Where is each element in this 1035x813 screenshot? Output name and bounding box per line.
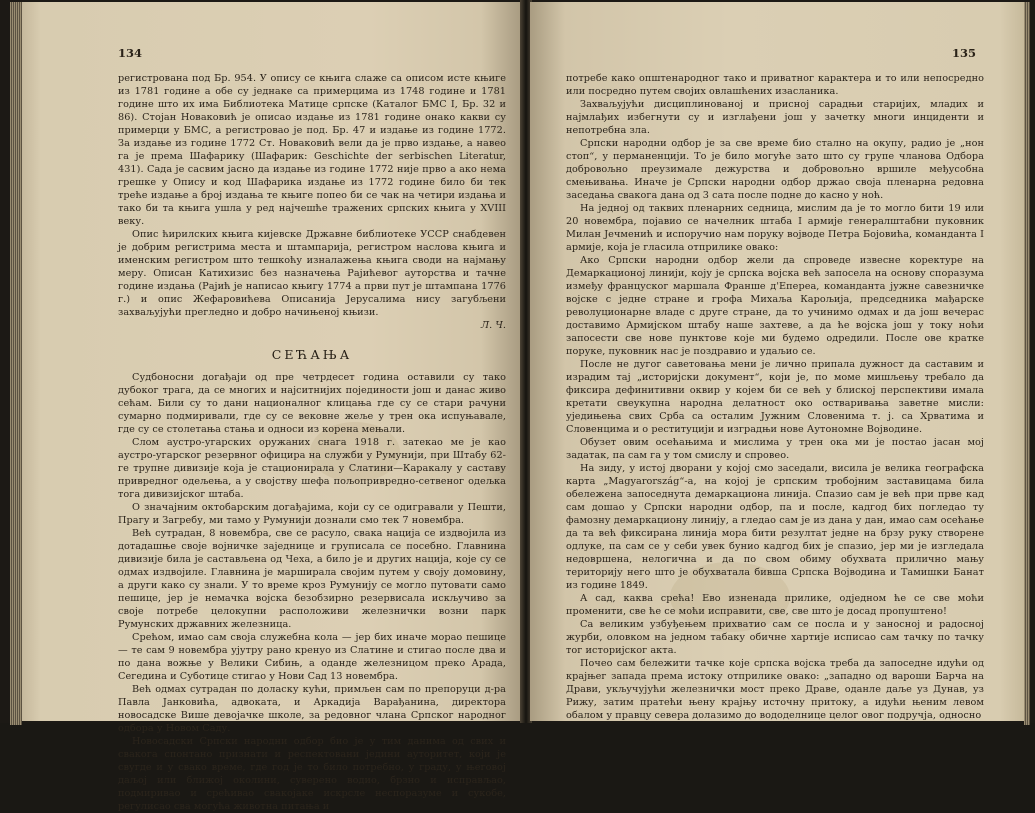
paragraph: регистрована под Бр. 954. У опису се књига слаже са описом исте књиге из 1781 године а обе су једнаке са примерцима из 1748 године и 1781 године што их има Библиотека Матице српске (Каталог БМС I, Бр. 32 и 86). Стојан Новаковић је описао издање из 1781 године онако какви су примерци у БМС, а регистровао је под. Бр. 47 и издање из године 1772. За издање из године 1772 Ст. Новаковић вели да је прво издање, а навео га је према Шафарику (Шафарик: Geschichte der serbischen Literatur, 431). Сада је сасвим јасно да издање из године 1772 није прво а ако нема грешке у Опису и код Шафарика издање из 1772 године било би тек треће издање а број издања те књиге попео би се чак на четири издања и тако би та књига ушла у ред најчешће тражених српских књига у XVIII веку. xyxy=(118,73,506,227)
paragraph: Срећом, имао сам своја служебна кола — јер бих иначе морао пешице — те сам 9 новембра ујутру рано кренуо из Слатине и стигао после два и по дана вожње у Велики Сибињ, а оданде железницом преко Арада, Сегедина и Суботице стигао у Нови Сад 13 новембра. xyxy=(118,632,506,682)
paragraph: потребе како општенародног тако и приватног карактера и то или непосредно или посредно путем својих овлашћених изасланика. xyxy=(566,73,984,97)
paragraph: Ако Српски народни одбор жели да спроведе извесне коректуре на Демаркационој линији, коју је српска војска већ запосела на основу споразума између француског маршала Франше д'Епереа, команданта јужне савезничке војске с једне стране и грофа Михаља Карољија, председника мађарске револуционарне владе с друге стране, да то учинимо одмах и да још вечерас доставимо Армијском штабу наше захтеве, а да ће војска још у току ноћи запосести све нове пунктове које ми будемо одредили. После ове кратке поруке, пуковник нас је поздравио и удаљио се. xyxy=(566,255,984,357)
paragraph: Већ одмах сутрадан по доласку кући, примљен сам по препоруци д-ра Павла Јанковића, адвоката, и Аркадија Варађанина, директора новосадске Више девојачке школе, за редовног члана Српског народног одбора у Новом Саду. xyxy=(118,684,506,734)
paragraph: На једној од таквих пленарних седница, мислим да је то могло бити 19 или 20 новембра, појавио се начелник штаба I армије генералштабни пуковник Милан Јечменић и испоручио нам поруку војводе Петра Бојовића, команданта I армије, која је гласила отприлике овако: xyxy=(566,203,984,253)
paragraph: Српски народни одбор је за све време био стално на окупу, радио је „нон стоп“, у перманенцији. То је било могуће зато што су групе чланова Одбора добровољно преузимале дежурства и добровољно вршиле међусобна смењивања. Иначе је Српски народни одбор држао своја пленарна редовна заседања свакога дана од 3 сата после подне до касно у ноћ. xyxy=(566,138,984,201)
page-edge-stack-right xyxy=(1024,2,1030,725)
paragraph: Захваљујући дисциплинованој и присној сарадњи старијих, младих и најмлађих избегнути су и изглађени још у зачетку многи инциденти и непотребна зла. xyxy=(566,99,984,136)
paragraph: Већ сутрадан, 8 новембра, све се расуло, свака нација се издвојила из дотадашње своје војничке заједнице и груписала се посебно. Главнина дивизије била је састављена од Чеха, а било је и других нација, које су се одмах издвојиле. Главнина је марширала својим путем у своју домовину, а други како су знали. У то време кроз Румунију се могло путовати само пешице, јер је немачка војска безобзирно резервисала искључиво за своје потребе целокупни расположиви железнички возни парк Румунских државних железница. xyxy=(118,528,506,630)
paragraph: Судбоносни догађаји од пре четрдесет година оставили су тако дубоког трага, да се многих и најситнијих појединости још и данас живо сећам. Били су то дани националног клицања где су се стари рачуни сумарно подмиривали, где су се вековне жеље у трен ока испуњавале, где су се столетања стања и односи из корена мењали. xyxy=(118,372,506,435)
left-page-text xyxy=(118,72,506,813)
page-number-left: 134 xyxy=(118,46,143,60)
paragraph: О значајним октобарским догађајима, који су се одигравали у Пешти, Прагу и Загребу, ми тамо у Румунији дознали смо тек 7 новембра. xyxy=(118,502,506,526)
page-edge-stack-left xyxy=(10,2,22,725)
signature: Л. Ч. xyxy=(480,320,506,331)
right-page xyxy=(530,2,1030,721)
paragraph: Опис ћирилских књига кијевске Државне библиотеке УССР снабдевен је добрим регистрима места и штампарија, регистром наслова књига и именским регистром што тешкоћу изналажења књига своди на најмању меру. Описан Катихизис без назначења Рајићевог ауторства и тачне године издања (Рајић је написао књигу 1774 а први пут је штампана 1776 г.) и опис Жефаровићева Описанија Јерусалима нису загубљени захваљујући прегледно и добро начињеној књизи. xyxy=(118,229,506,318)
paragraph: На зиду, у истој дворани у којој смо заседали, висила је велика географска карта „Magyarország“-а, на којој је српским тробојним заставицама била обележена запоседнута демаркациона линија. Спазио сам је већ при прве кад сам дошао у Српски народни одбор, па и после, кадгод бих погледао ту фамозну демаркациону линију, а гледао сам је из дана у дан, имао сам осећање да та већ фиксирана линија мора бити резултат једне на брзу руку створене одлуке, па сам се у себи увек бунио кадгод бих је спазио, јер ми је изгледала недовршена, нелогична и да по свом обиму обухвата прилично мању територију него што је обухватала бивша Српска Војводина и Тамишки Банат из године 1849. xyxy=(566,463,984,591)
page-number-right: 135 xyxy=(951,46,976,60)
left-page xyxy=(10,2,522,812)
paragraph: Почео сам бележити тачке које српска војска треба да запоседне идући од крајњег запада према истоку отприлике овако: „западно од вароши Барча на Драви, укључујући железнички мост преко Драве, оданле даље уз Дунав, уз Рижу, затим пратећи њену крајњу источну притоку, а идући њеним левом обалом у правцу севера долазимо до вододелнице целог овог подручја, односно xyxy=(566,658,984,721)
right-page-text xyxy=(566,72,984,722)
section-title: СЕЋАЊА xyxy=(271,347,353,362)
paragraph: Са великим узбуђењем прихватио сам се посла и у заносној и радосној журби, оловком на једном табаку обичне хартије исписао сам тачку по тачку тог историјског акта. xyxy=(566,619,984,656)
paragraph: Обузет овим осећањима и мислима у трен ока ми је постао јасан мој задатак, па сам га у том смислу и спровео. xyxy=(566,437,984,461)
paragraph: А сад, каква срећа! Ево изненада прилике, одједном ће се све моћи променити, све ће се моћи исправити, све, све што је досад пропуштено! xyxy=(566,593,984,617)
paragraph: Новосадски Српски народни одбор био је у тим данима од свих и свакога спонтано признати и респектовани једини ауторитет, који је свугде и у свако време, где год је то било потребно, у граду, у његовој даљој или ближој околини, суверено водио, брзно и исправљао, подмиривао и срећивао свакојаке искрсле неспоразуме и сукобе, регулисао сва могућа животна питања и xyxy=(118,736,506,812)
paragraph: Слом аустро-угарских оружаних снага 1918 г. затекао ме је као аустро-угарског резервног официра на служби у Румунији, при Штабу 62-ге трупне дивизије која је стационирала у Слатини—Каракалу у саставу привредног одељења, а у својству шефа пољопривредно-сетвеног одељка тога дивизијског штаба. xyxy=(118,437,506,500)
paragraph: После не дугог саветовања мени је лично припала дужност да саставим и израдим тај „историјски документ“, који је, по моме мишљењу требало да фиксира дефинитивни оквир у којем би се већ у блиској перспективи имала кретати свеукупна народна делатност око остваривања заветне мисли: уједињења свих Срба са осталим Јужним Словенима т. ј. са Хрватима и Словенцима и о реституцији и изградњи нове Аутономне Војводине. xyxy=(566,359,984,435)
